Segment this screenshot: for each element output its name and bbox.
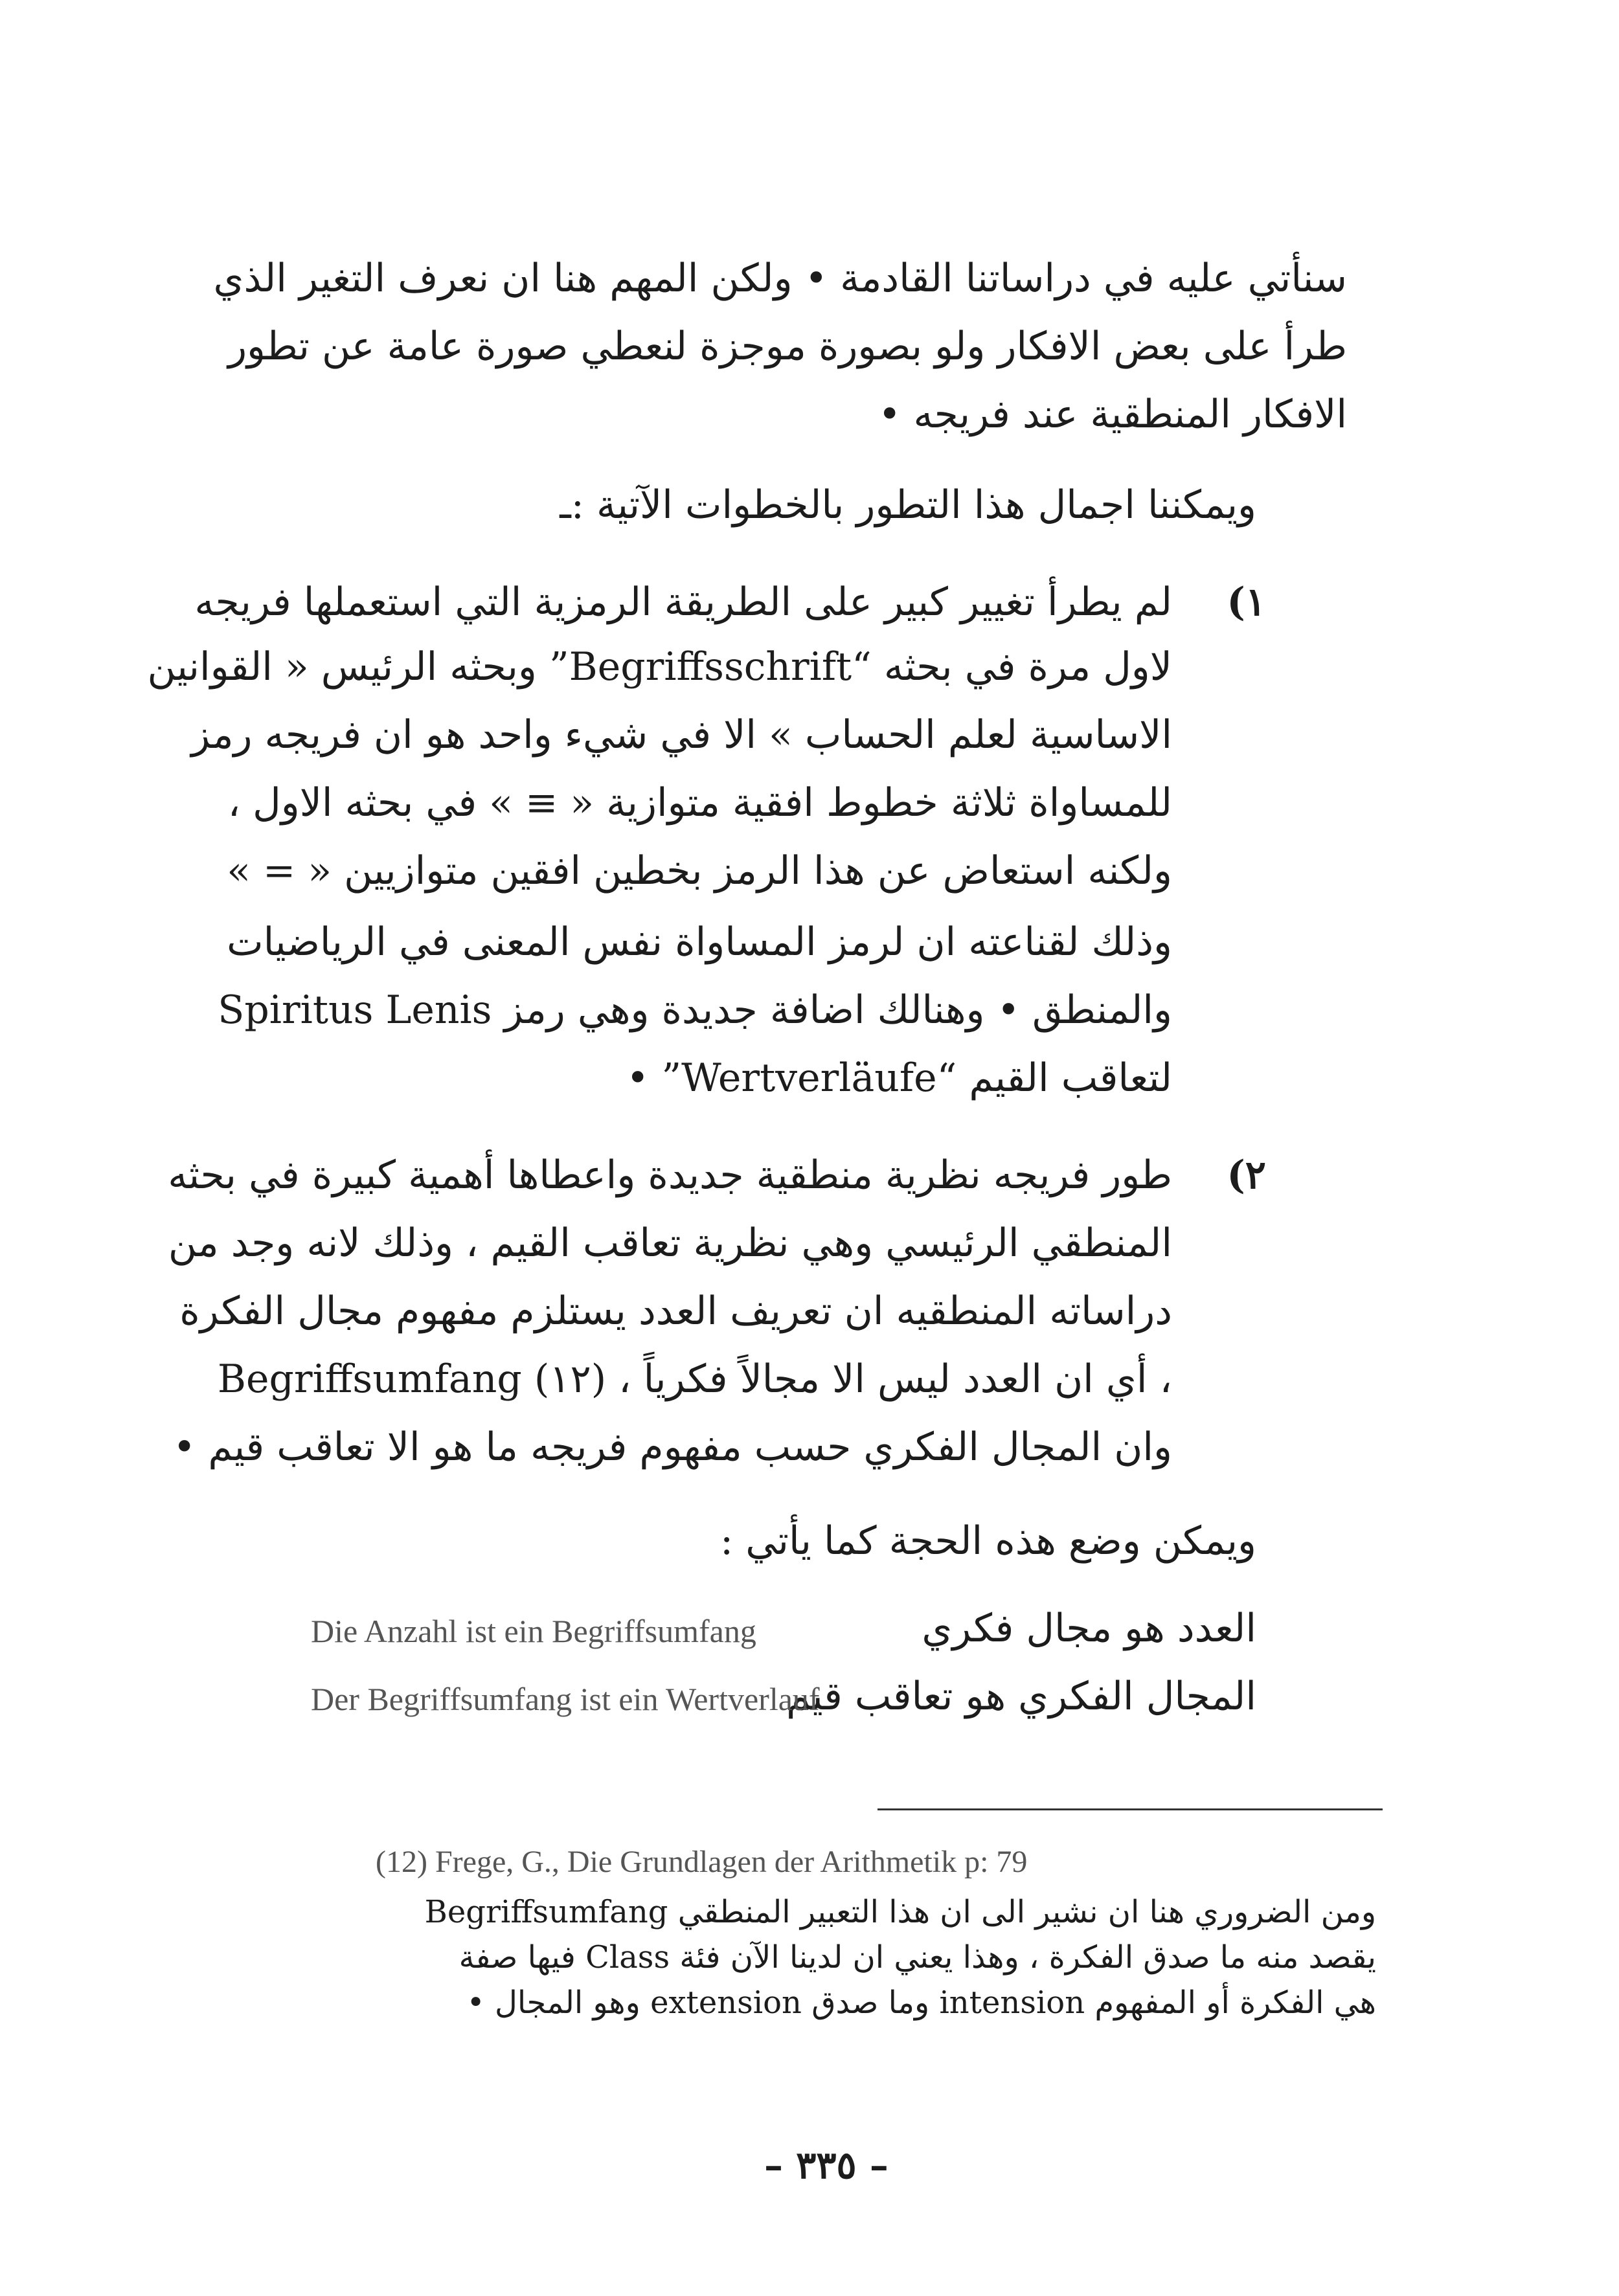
body-line: للمساواة ثلاثة خطوط افقية متوازية « ≡ » في بحثه الاول ،	[227, 780, 1172, 826]
footnote-divider	[877, 1808, 1383, 1810]
body-line: وذلك لقناعته ان لرمز المساواة نفس المعنى في الرياضيات	[227, 919, 1172, 965]
footnote-reference: (12) Frege, G., Die Grundlagen der Arithmetik p: 79	[376, 1845, 1028, 1879]
body-line: لاول مرة في بحثه “Begriffsschrift” وبحثه الرئيس « القوانين	[147, 644, 1172, 690]
page-number: – ٣٣٥ –	[764, 2143, 889, 2187]
body-line: المنطقي الرئيسي وهي نظرية تعاقب القيم ، وذلك لانه وجد من	[168, 1221, 1172, 1266]
footnote-line: هي الفكرة أو المفهوم intension وما صدق extension وهو المجال •	[466, 1985, 1376, 2021]
body-line: دراساته المنطقيه ان تعريف العدد يستلزم مفهوم مجال الفكرة	[179, 1289, 1172, 1334]
argument-german: Die Anzahl ist ein Begriffsumfang	[311, 1613, 756, 1649]
body-line: لم يطرأ تغيير كبير على الطريقة الرمزية التي استعملها فريجه	[194, 580, 1172, 625]
intro-line: ويمكننا اجمال هذا التطور بالخطوات الآتية :ـ	[560, 482, 1256, 528]
argument-german: Der Begriffsumfang ist ein Wertverlauf	[311, 1681, 820, 1717]
body-line: طرأ على بعض الافكار ولو بصورة موجزة لنعطي صورة عامة عن تطور	[228, 324, 1347, 369]
argument-arabic: العدد هو مجال فكري	[922, 1606, 1256, 1651]
body-line: الافكار المنطقية عند فريجه •	[877, 392, 1347, 437]
body-line: والمنطق • وهنالك اضافة جديدة وهي رمز Spiritus Lenis	[218, 987, 1172, 1033]
argument-arabic: المجال الفكري هو تعاقب قيم	[786, 1674, 1256, 1719]
body-line: سنأتي عليه في دراساتنا القادمة • ولكن المهم هنا ان نعرف التغير الذي	[213, 256, 1347, 301]
body-line: وان المجال الفكري حسب مفهوم فريجه ما هو الا تعاقب قيم •	[172, 1424, 1172, 1470]
footnote-line: ومن الضروري هنا ان نشير الى ان هذا التعبير المنطقي Begriffsumfang	[424, 1894, 1376, 1930]
body-line: الاساسية لعلم الحساب » الا في شيء واحد هو ان فريجه رمز	[191, 712, 1172, 758]
item-number: ٢)	[1227, 1153, 1266, 1198]
body-line: لتعاقب القيم “Wertverläufe” •	[626, 1055, 1172, 1101]
body-line: Begriffsumfang (١٢) ، أي ان العدد ليس الا مجالاً فكرياً ،	[217, 1356, 1172, 1402]
argument-intro: ويمكن وضع هذه الحجة كما يأتي :	[719, 1518, 1256, 1564]
item-number: ١)	[1227, 580, 1266, 625]
body-line: ولكنه استعاض عن هذا الرمز بخطين افقين متوازيين « = »	[227, 848, 1172, 894]
footnote-line: يقصد منه ما صدق الفكرة ، وهذا يعني ان لدينا الآن فئة Class فيها صفة	[459, 1939, 1376, 1975]
body-line: طور فريجه نظرية منطقية جديدة واعطاها أهمية كبيرة في بحثه	[168, 1153, 1172, 1198]
